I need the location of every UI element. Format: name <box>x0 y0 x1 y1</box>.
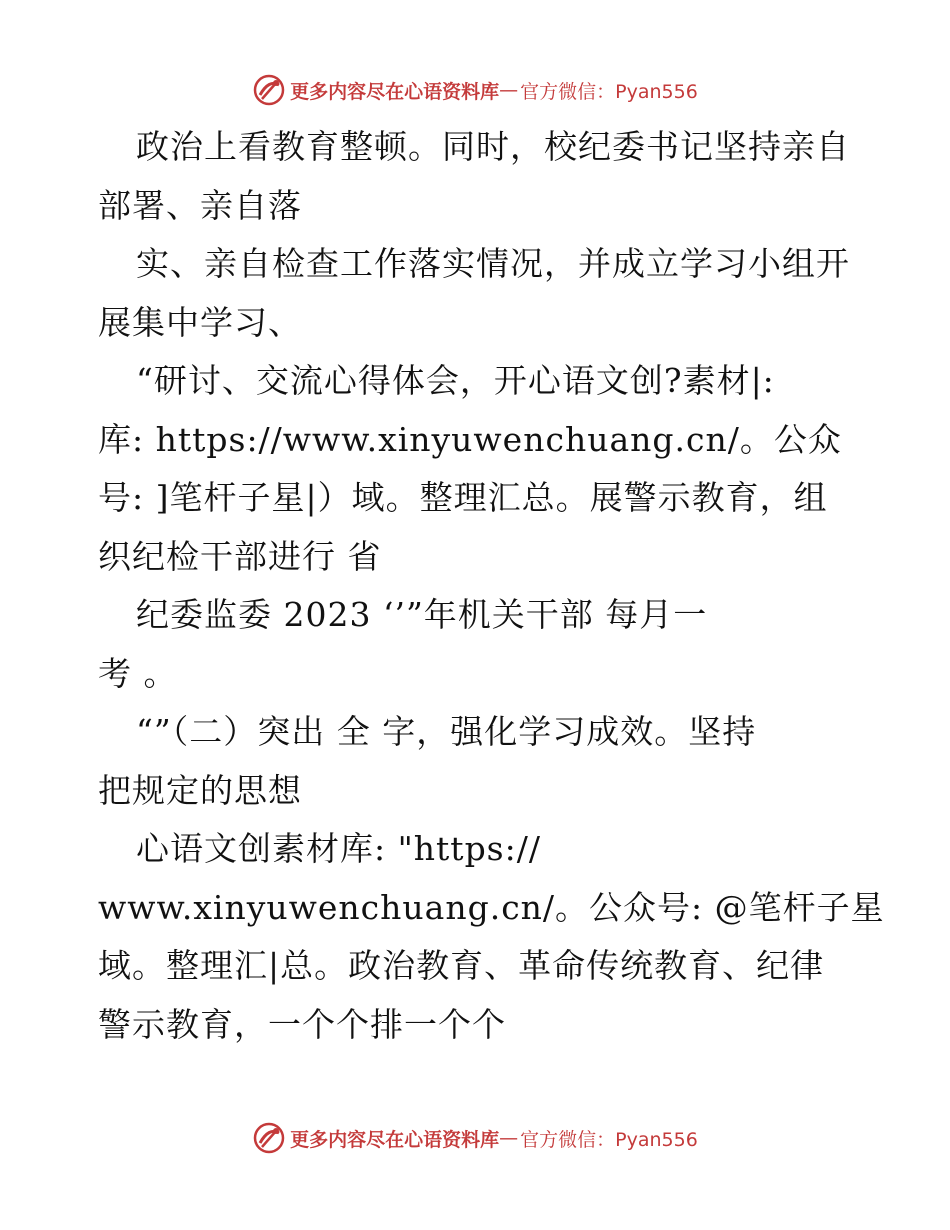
brand-logo-icon <box>252 1121 286 1155</box>
header-banner <box>0 70 950 110</box>
document-body <box>98 118 885 1054</box>
banner-separator: — <box>499 1127 519 1149</box>
text-line: 实、亲自检查工作落实情况，并成立学习小组开 <box>136 244 850 283</box>
brand-logo-icon <box>252 73 286 107</box>
text-line: 号: ]笔杆子星|）域。整理汇总。展警示教育，组 <box>98 478 828 517</box>
text-line: 警示教育，一个个排一个个 <box>98 1004 506 1044</box>
banner-title: 更多内容尽在心语资料库 <box>290 1128 500 1151</box>
banner-title: 更多内容尽在心语资料库 <box>290 80 500 103</box>
text-line: 域。整理汇|总。政治教育、革命传统教育、纪律 <box>98 946 825 985</box>
text-line: 织纪检干部进行 省 <box>98 536 382 576</box>
text-line: 政治上看教育整顿。同时，校纪委书记坚持亲自 <box>136 127 850 166</box>
text-line: www.xinyuwenchuang.cn/。公众号: @笔杆子星 <box>98 887 885 927</box>
text-line: 纪委监委 2023 ‘’”年机关干部 每月一 <box>136 595 708 634</box>
text-line: 库: https://www.xinyuwenchuang.cn/。公众 <box>98 419 842 459</box>
banner-separator: — <box>499 79 519 101</box>
banner-wechat: 官方微信：Pyan556 <box>520 80 698 103</box>
text-line: 考 。 <box>98 653 178 693</box>
text-line: 把规定的思想 <box>98 770 302 810</box>
text-line: 部署、亲自落 <box>98 185 302 225</box>
text-line: 心语文创素材库: "https:// <box>136 829 541 868</box>
text-line: “”（二）突出 全 字，强化学习成效。坚持 <box>136 712 757 751</box>
banner-wechat: 官方微信：Pyan556 <box>520 1128 698 1151</box>
text-line: “研讨、交流心得体会，开心语文创?素材|: <box>136 361 775 400</box>
text-line: 展集中学习、 <box>98 302 302 342</box>
footer-banner <box>0 1118 950 1158</box>
